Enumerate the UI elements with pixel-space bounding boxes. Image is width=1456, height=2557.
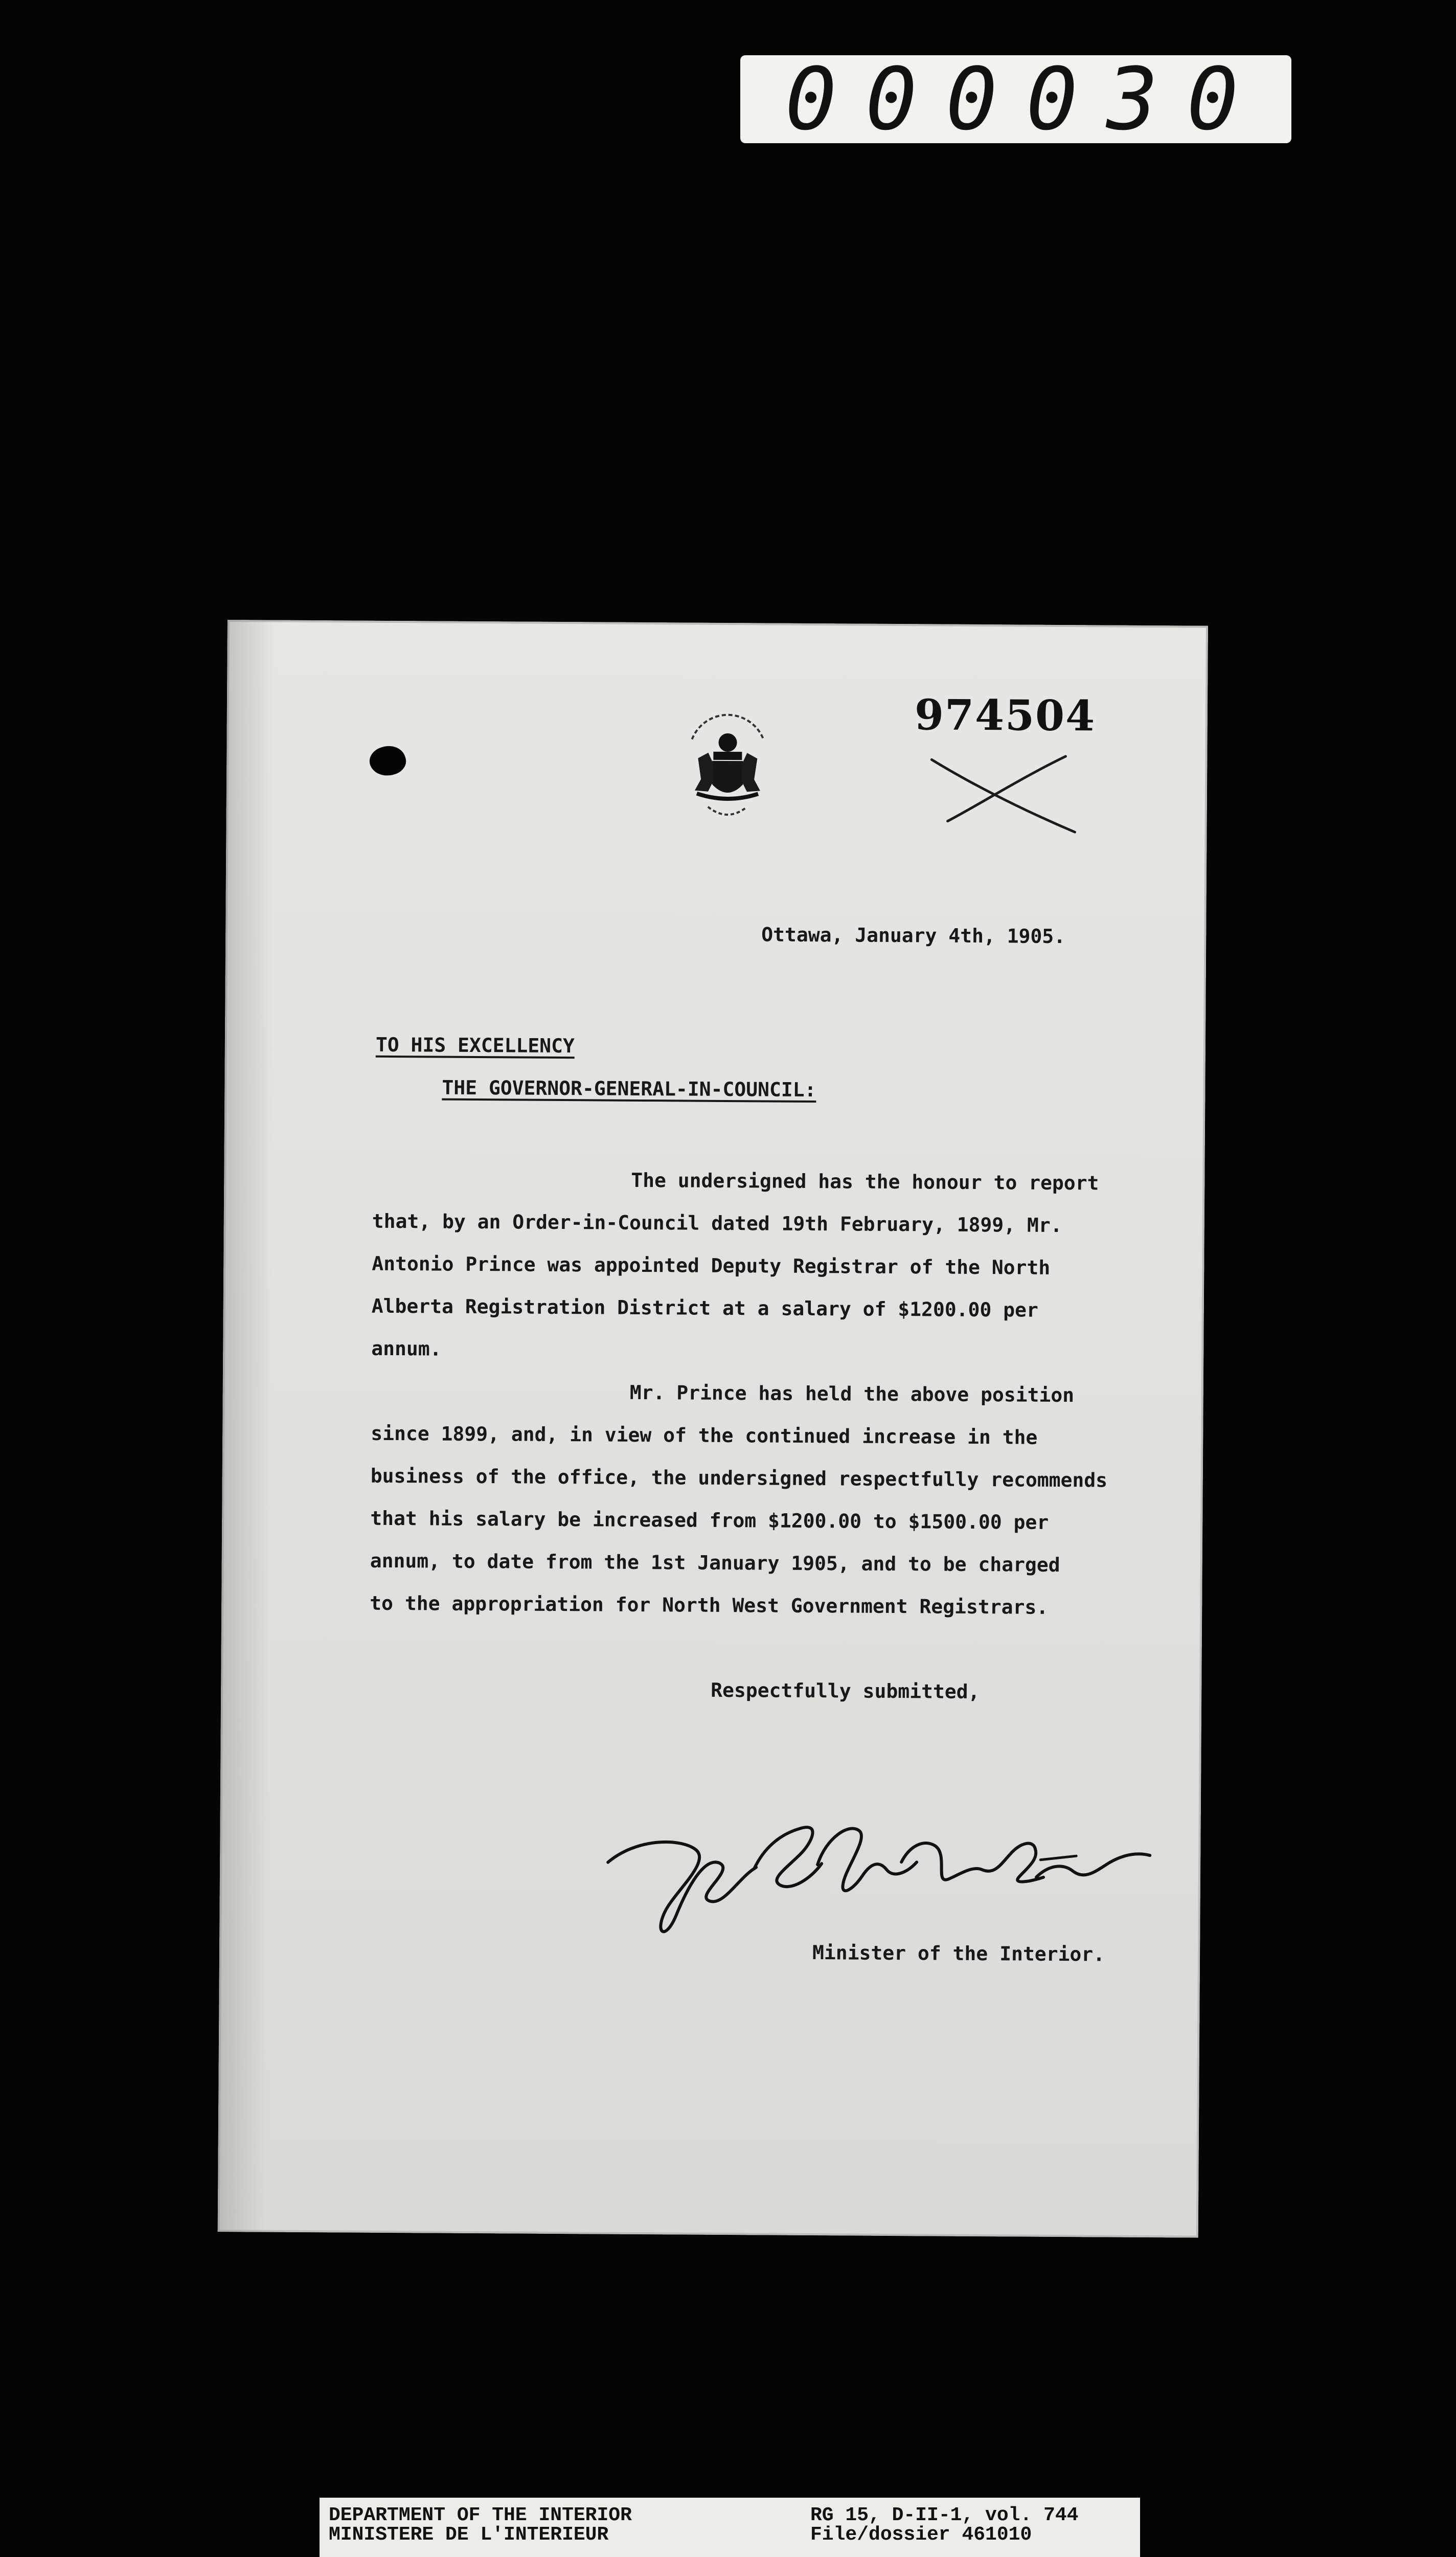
document-page xyxy=(218,620,1208,2238)
body-line-2: that, by an Order-in-Council dated 19th February, 1899, Mr. xyxy=(372,1209,1062,1237)
body-line-8: business of the office, the undersigned respectfully recommends xyxy=(370,1464,1108,1492)
address-line-2: THE GOVERNOR-GENERAL-IN-COUNCIL: xyxy=(442,1076,816,1102)
body-line-7: since 1899, and, in view of the continued increase in the xyxy=(371,1422,1038,1449)
address-line-1: TO HIS EXCELLENCY xyxy=(375,1033,575,1058)
frame-counter: 000030 xyxy=(740,55,1291,143)
ink-blot xyxy=(366,742,409,780)
stamp-number: 974504 xyxy=(914,690,1096,741)
cross-mark-icon xyxy=(929,749,1078,835)
body-line-9: that his salary be increased from $1200.00 to $1500.00 per xyxy=(370,1507,1049,1534)
signature-image xyxy=(600,1800,1153,1957)
paper-edge-shadow xyxy=(218,620,276,2232)
body-line-6: Mr. Prince has held the above position xyxy=(629,1381,1075,1407)
department-french: MINISTERE DE L'INTERIEUR xyxy=(329,2524,609,2546)
body-line-5: annum. xyxy=(371,1337,442,1360)
date-line: Ottawa, January 4th, 1905. xyxy=(761,923,1066,948)
archive-file-number: File/dossier 461010 xyxy=(810,2524,1032,2546)
coat-of-arms-icon xyxy=(676,709,779,827)
closing-line: Respectfully submitted, xyxy=(711,1678,980,1703)
body-line-4: Alberta Registration District at a salary of $1200.00 per xyxy=(371,1294,1038,1321)
archive-reference: RG 15, D-II-1, vol. 744 xyxy=(810,2504,1079,2526)
department-english: DEPARTMENT OF THE INTERIOR xyxy=(329,2504,632,2526)
archive-label xyxy=(320,2498,1140,2557)
body-line-1: The undersigned has the honour to report xyxy=(631,1169,1099,1195)
body-line-11: to the appropriation for North West Government Registrars. xyxy=(370,1591,1049,1619)
body-line-10: annum, to date from the 1st January 1905, and to be charged xyxy=(370,1549,1060,1576)
signatory-title: Minister of the Interior. xyxy=(812,1941,1105,1966)
body-line-3: Antonio Prince was appointed Deputy Registrar of the North xyxy=(372,1252,1051,1279)
